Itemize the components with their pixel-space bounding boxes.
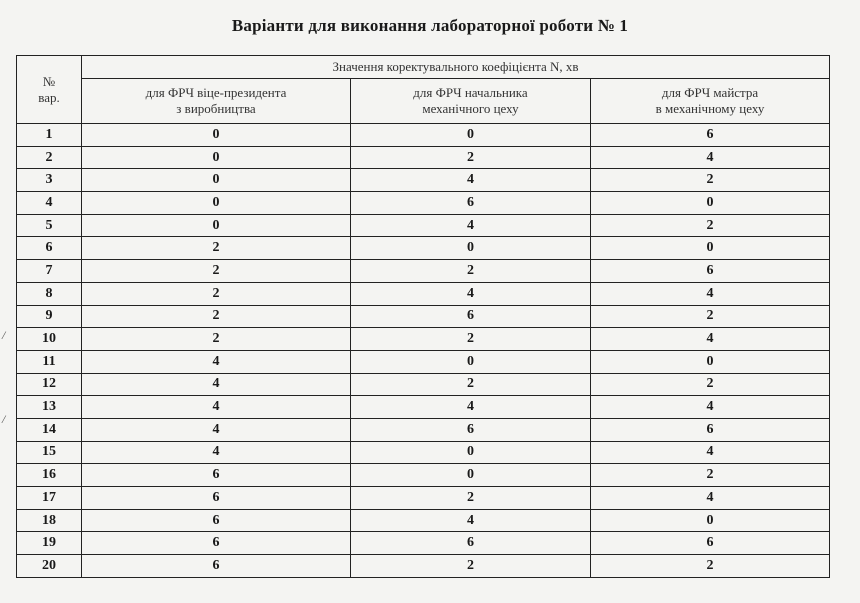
column-header-line: з виробництва bbox=[176, 101, 256, 116]
table-row bbox=[17, 532, 830, 555]
variant-number-cell: 6 bbox=[17, 237, 82, 260]
foreman-value-cell: 6 bbox=[591, 418, 830, 441]
variant-number-header-line: вар. bbox=[38, 89, 60, 105]
table-row bbox=[17, 124, 830, 147]
table-row bbox=[17, 464, 830, 487]
table-row bbox=[17, 305, 830, 328]
vice-president-value-cell: 4 bbox=[82, 418, 351, 441]
column-header-line: для ФРЧ начальника bbox=[413, 85, 528, 100]
column-header-foreman bbox=[591, 79, 830, 124]
foreman-value-cell: 2 bbox=[591, 214, 830, 237]
variant-number-cell: 16 bbox=[17, 464, 82, 487]
column-header-vice-president bbox=[82, 79, 351, 124]
variant-number-cell: 18 bbox=[17, 509, 82, 532]
column-header-line: для ФРЧ майстра bbox=[661, 85, 759, 100]
column-header-line: в механічному цеху bbox=[655, 101, 765, 116]
foreman-value-cell: 2 bbox=[591, 464, 830, 487]
shop-head-value-cell: 2 bbox=[351, 260, 591, 283]
foreman-value-cell: 4 bbox=[591, 441, 830, 464]
column-header-line: для ФРЧ віце-президента bbox=[145, 85, 287, 100]
shop-head-value-cell: 4 bbox=[351, 396, 591, 419]
table-row bbox=[17, 282, 830, 305]
shop-head-value-cell: 0 bbox=[351, 464, 591, 487]
vice-president-value-cell: 0 bbox=[82, 124, 351, 147]
foreman-value-cell: 2 bbox=[591, 305, 830, 328]
shop-head-value-cell: 2 bbox=[351, 373, 591, 396]
vice-president-value-cell: 6 bbox=[82, 532, 351, 555]
vice-president-value-cell: 6 bbox=[82, 464, 351, 487]
vice-president-value-cell: 6 bbox=[82, 487, 351, 510]
foreman-value-cell: 2 bbox=[591, 373, 830, 396]
foreman-value-cell: 0 bbox=[591, 192, 830, 215]
variant-number-cell: 14 bbox=[17, 418, 82, 441]
table-header-row bbox=[17, 56, 830, 79]
variant-number-cell: 10 bbox=[17, 328, 82, 351]
coefficient-group-header: Значення коректувального коефіцієнта N, хв bbox=[82, 56, 830, 79]
variant-number-header bbox=[17, 56, 82, 124]
shop-head-value-cell: 4 bbox=[351, 282, 591, 305]
vice-president-value-cell: 0 bbox=[82, 169, 351, 192]
table-row bbox=[17, 260, 830, 283]
variant-number-cell: 1 bbox=[17, 124, 82, 147]
table-row bbox=[17, 146, 830, 169]
variant-number-cell: 11 bbox=[17, 350, 82, 373]
shop-head-value-cell: 2 bbox=[351, 146, 591, 169]
table-row bbox=[17, 418, 830, 441]
vice-president-value-cell: 6 bbox=[82, 509, 351, 532]
margin-mark: / bbox=[2, 412, 6, 426]
variant-number-cell: 5 bbox=[17, 214, 82, 237]
foreman-value-cell: 0 bbox=[591, 509, 830, 532]
table-subheader-row bbox=[17, 79, 830, 124]
vice-president-value-cell: 2 bbox=[82, 328, 351, 351]
variant-number-cell: 8 bbox=[17, 282, 82, 305]
foreman-value-cell: 2 bbox=[591, 555, 830, 578]
shop-head-value-cell: 6 bbox=[351, 192, 591, 215]
foreman-value-cell: 6 bbox=[591, 124, 830, 147]
margin-mark: / bbox=[2, 328, 6, 342]
foreman-value-cell: 6 bbox=[591, 532, 830, 555]
shop-head-value-cell: 0 bbox=[351, 441, 591, 464]
variant-number-cell: 12 bbox=[17, 373, 82, 396]
table-row bbox=[17, 373, 830, 396]
foreman-value-cell: 0 bbox=[591, 237, 830, 260]
variant-number-cell: 2 bbox=[17, 146, 82, 169]
table-row bbox=[17, 555, 830, 578]
vice-president-value-cell: 6 bbox=[82, 555, 351, 578]
foreman-value-cell: 4 bbox=[591, 396, 830, 419]
shop-head-value-cell: 2 bbox=[351, 555, 591, 578]
foreman-value-cell: 6 bbox=[591, 260, 830, 283]
page-title: Варіанти для виконання лабораторної роботи № 1 bbox=[231, 16, 629, 35]
shop-head-value-cell: 6 bbox=[351, 305, 591, 328]
table-body bbox=[17, 124, 830, 578]
variant-number-cell: 7 bbox=[17, 260, 82, 283]
shop-head-value-cell: 4 bbox=[351, 169, 591, 192]
shop-head-value-cell: 4 bbox=[351, 214, 591, 237]
table-row bbox=[17, 214, 830, 237]
table-row bbox=[17, 487, 830, 510]
shop-head-value-cell: 4 bbox=[351, 509, 591, 532]
variant-number-cell: 15 bbox=[17, 441, 82, 464]
shop-head-value-cell: 0 bbox=[351, 124, 591, 147]
variant-number-cell: 19 bbox=[17, 532, 82, 555]
shop-head-value-cell: 6 bbox=[351, 532, 591, 555]
table-row bbox=[17, 192, 830, 215]
table-row bbox=[17, 396, 830, 419]
variant-number-cell: 17 bbox=[17, 487, 82, 510]
vice-president-value-cell: 2 bbox=[82, 282, 351, 305]
table-row bbox=[17, 350, 830, 373]
vice-president-value-cell: 4 bbox=[82, 396, 351, 419]
shop-head-value-cell: 0 bbox=[351, 350, 591, 373]
foreman-value-cell: 4 bbox=[591, 146, 830, 169]
shop-head-value-cell: 6 bbox=[351, 418, 591, 441]
vice-president-value-cell: 4 bbox=[82, 441, 351, 464]
shop-head-value-cell: 2 bbox=[351, 328, 591, 351]
variant-number-cell: 9 bbox=[17, 305, 82, 328]
variant-number-cell: 13 bbox=[17, 396, 82, 419]
vice-president-value-cell: 4 bbox=[82, 373, 351, 396]
vice-president-value-cell: 0 bbox=[82, 146, 351, 169]
column-header-shop-head bbox=[351, 79, 591, 124]
variant-number-cell: 20 bbox=[17, 555, 82, 578]
foreman-value-cell: 4 bbox=[591, 282, 830, 305]
shop-head-value-cell: 0 bbox=[351, 237, 591, 260]
table-row bbox=[17, 328, 830, 351]
variant-number-cell: 4 bbox=[17, 192, 82, 215]
vice-president-value-cell: 4 bbox=[82, 350, 351, 373]
foreman-value-cell: 0 bbox=[591, 350, 830, 373]
vice-president-value-cell: 0 bbox=[82, 192, 351, 215]
variant-number-header-line: № bbox=[42, 73, 56, 89]
table-row bbox=[17, 441, 830, 464]
table-row bbox=[17, 509, 830, 532]
foreman-value-cell: 4 bbox=[591, 487, 830, 510]
table-row bbox=[17, 237, 830, 260]
variants-table bbox=[16, 55, 830, 578]
foreman-value-cell: 2 bbox=[591, 169, 830, 192]
shop-head-value-cell: 2 bbox=[351, 487, 591, 510]
vice-president-value-cell: 2 bbox=[82, 237, 351, 260]
vice-president-value-cell: 2 bbox=[82, 305, 351, 328]
vice-president-value-cell: 2 bbox=[82, 260, 351, 283]
foreman-value-cell: 4 bbox=[591, 328, 830, 351]
vice-president-value-cell: 0 bbox=[82, 214, 351, 237]
table-row bbox=[17, 169, 830, 192]
variant-number-cell: 3 bbox=[17, 169, 82, 192]
column-header-line: механічного цеху bbox=[422, 101, 519, 116]
